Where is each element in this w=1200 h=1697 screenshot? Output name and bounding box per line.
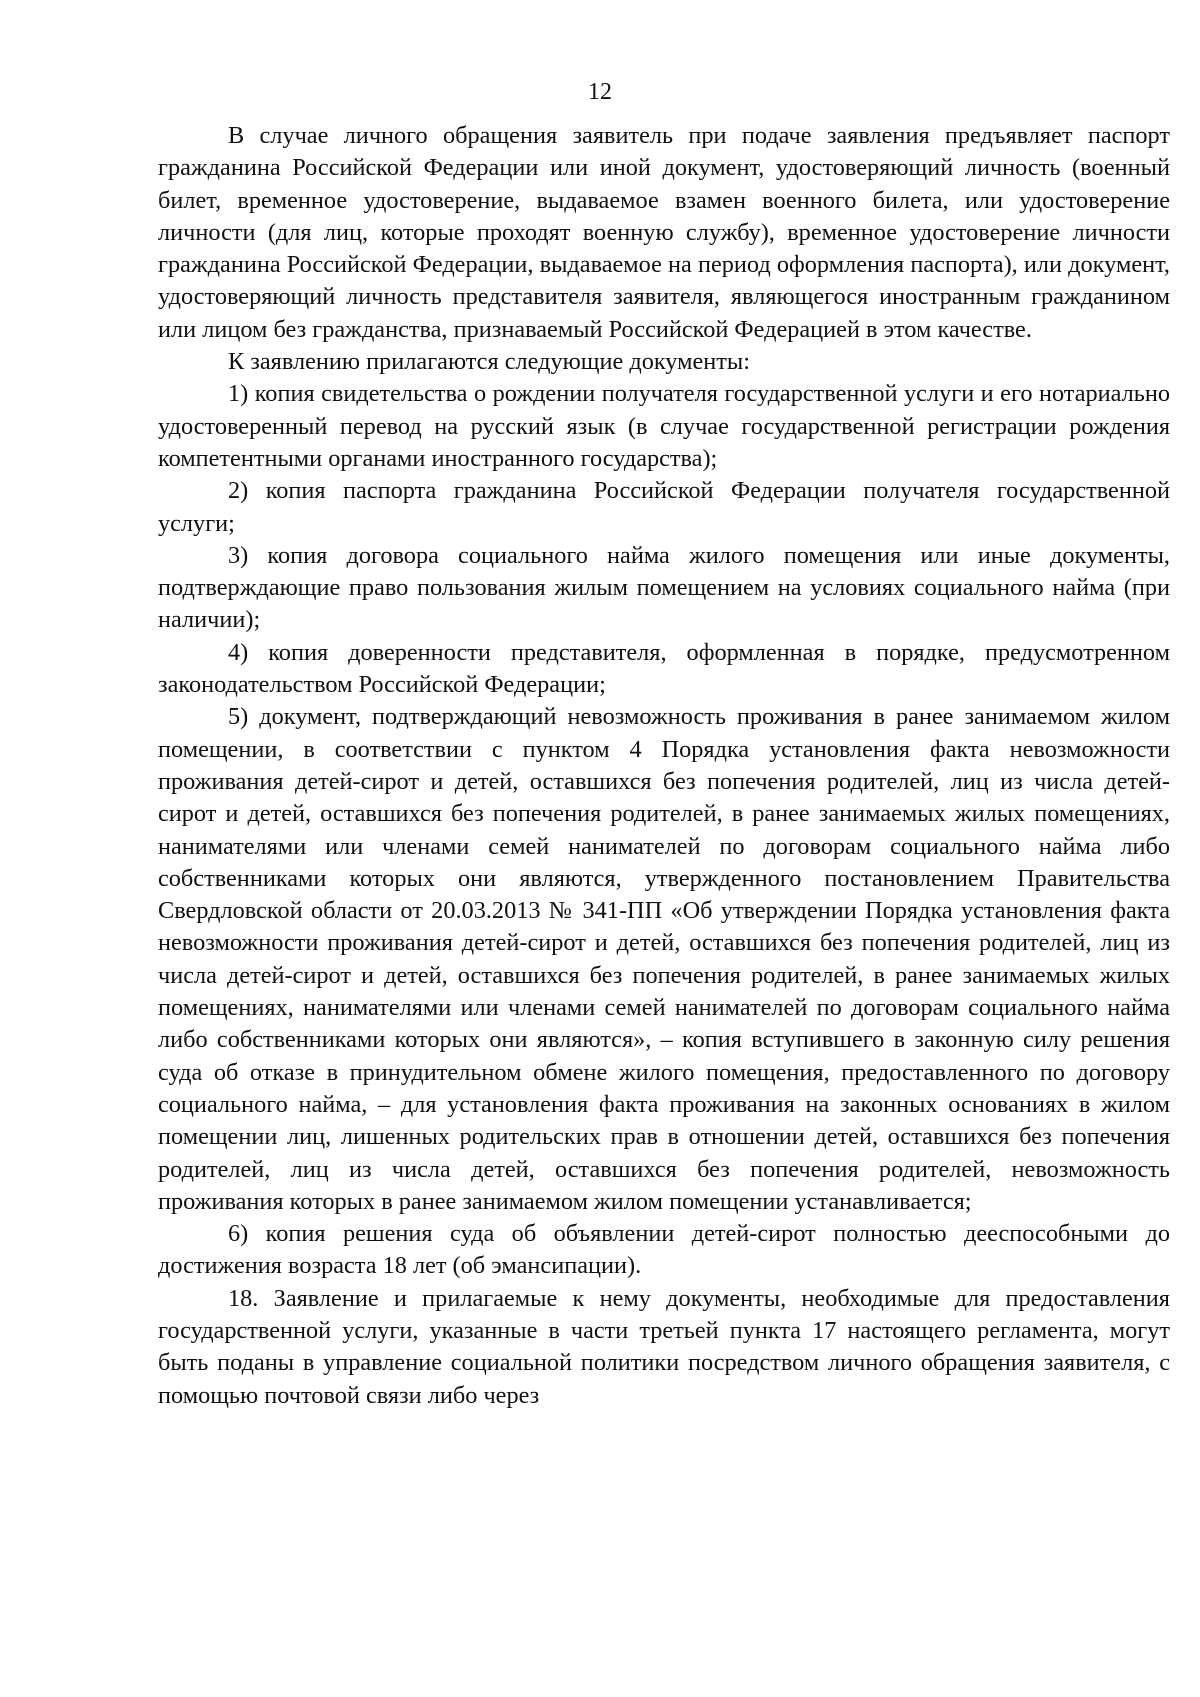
list-item-2-passport-copy: 2) копия паспорта гражданина Российской Федерации получателя государственной услуги; — [158, 477, 1170, 537]
list-item-6-court-decision: 6) копия решения суда об объявлении детей-сирот полностью дееспособными до достижения возраста 18 лет (об эмансипации). — [158, 1220, 1170, 1280]
paragraph-18-submission: 18. Заявление и прилагаемые к нему документы, необходимые для предоставления государственной услуги, указанные в части третьей пункта 17 настоящего регламента, могут быть поданы в управление социальной политики посредством личного обращения заявителя, с помощью почтовой связи либо через — [158, 1284, 1170, 1409]
paragraph-attached-documents-intro: К заявлению прилагаются следующие документы: — [228, 348, 750, 376]
list-item-1-birth-certificate: 1) копия свидетельства о рождении получателя государственной услуги и его нотариально удостоверенный перевод на русский язык (в случае государственной регистрации рождения компетентными органами иностранного государства); — [158, 380, 1170, 472]
list-item-4-power-of-attorney: 4) копия доверенности представителя, оформленная в порядке, предусмотренном законодательством Российской Федерации; — [158, 638, 1170, 699]
list-item-5-impossibility-document: 5) документ, подтверждающий невозможность проживания в ранее занимаемом жилом помещении, в соответствии с пунктом 4 Порядка установления факта невозможности проживания детей-сирот и детей, оставшихся без попечения родителей, лиц из числа детей-сирот и детей, оставшихся без попечения родителей, в ранее занимаемых жилых помещениях, нанимателями или членами семей нанимателей по договорам социального найма либо собственниками которых они являются, утвержденного постановлением Правительства Свердловской области от 20.03.2013 № 341-ПП «Об утверждении Порядка установления факта невозможности проживания детей-сирот и детей, оставшихся без попечения родителей, лиц из числа детей-сирот и детей, оставшихся без попечения родителей, в ранее занимаемых жилых помещениях, нанимателями или членами семей нанимателей по договорам социального найма либо собственниками которых они являются», – копия вступившего в законную силу решения суда об отказе в принудительном обмене жилого помещения, предоставленного по договору социального найма, – для установления факта проживания на законных основаниях в жилом помещении лиц, лишенных родительских прав в отношении детей, оставшихся без попечения родителей, лиц из числа детей, оставшихся без попечения родителей, невозможность проживания которых в ранее занимаемом жилом помещении устанавливается; — [158, 703, 1170, 1215]
document-body — [158, 120, 1170, 1412]
page-number: 12 — [588, 79, 612, 105]
list-item-3-social-lease-contract: 3) копия договора социального найма жилого помещения или иные документы, подтверждающие право пользования жилым помещением на условиях социального найма (при наличии); — [158, 541, 1170, 634]
paragraph-identity-documents: В случае личного обращения заявитель при подаче заявления предъявляет паспорт гражданина Российской Федерации или иной документ, удостоверяющий личность (военный билет, временное удостоверение, выдаваемое взамен военного билета, или удостоверение личности (для лиц, которые проходят военную службу), временное удостоверение личности гражданина Российской Федерации, выдаваемое на период оформления паспорта), или документ, удостоверяющий личность представителя заявителя, являющегося иностранным гражданином или лицом без гражданства, признаваемый Российской Федерацией в этом качестве. — [158, 122, 1170, 343]
